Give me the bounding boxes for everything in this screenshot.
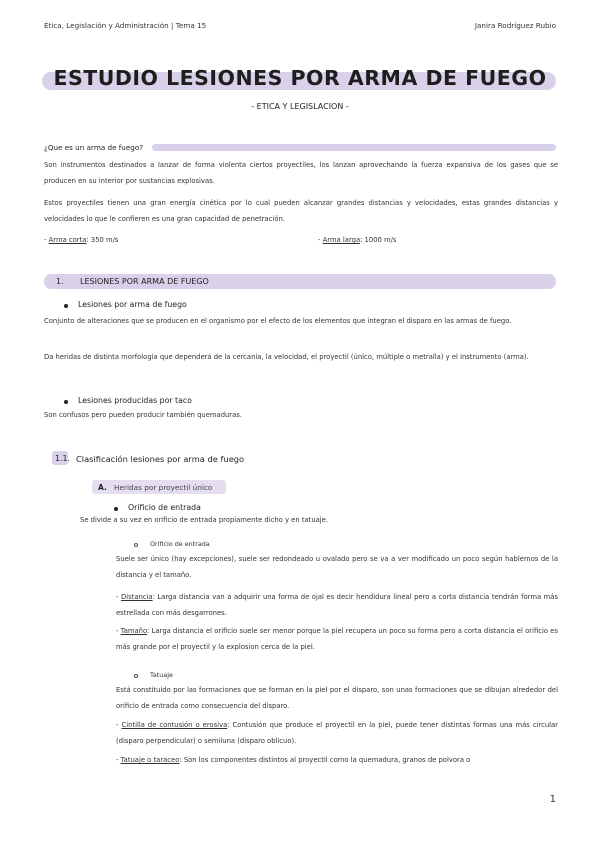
intro-paragraph-2: Estos proyectiles tienen una gran energía cinética por lo cual pueden alcanzar grandes distancias y velocidades, estas grandes distancias y velocidades lo que le confieren es una gran capacidad de penetración.: [44, 199, 558, 223]
sub-item-2-label: Tatuaje: [150, 671, 173, 679]
bullet-dot: [114, 507, 118, 511]
entry-orifice-title: Orificio de entrada: [128, 503, 201, 512]
short-arm-label: Arma corta: [48, 236, 87, 244]
bullet-1-title: Lesiones por arma de fuego: [78, 300, 187, 309]
size-paragraph: [116, 623, 558, 655]
page-title: ESTUDIO LESIONES POR ARMA DE FUEGO: [53, 66, 547, 90]
size-text: : Larga distancia el orificio suele ser menor porque la piel recupera un poco su forma pero a corta distancia el orificio es más grande por el proyectil y la explosion cerca de la piel.: [116, 627, 558, 651]
short-arm-prefix: -: [44, 236, 49, 244]
short-arm-value: : 350 m/s: [86, 236, 119, 244]
long-arm-value: : 1000 m/s: [360, 236, 397, 244]
tatuaje-prefix: -: [116, 756, 121, 764]
intro-paragraph-1: Son instrumentos destinados a lanzar de forma violenta ciertos proyectiles, los lanzan aprovechando la fuerza expansiva de los gases que se producen en su interior por sustancias explosivas.: [44, 161, 558, 185]
header-left: Ética, Legislación y Administración | Tema 15: [44, 21, 207, 30]
cintilla-prefix: -: [116, 721, 122, 729]
section-1-title: LESIONES POR ARMA DE FUEGO: [80, 277, 209, 286]
bullet-dot: [64, 400, 68, 404]
circle-bullet: [134, 543, 138, 547]
tatuaje-label: Tatuaje o taraceo: [120, 756, 180, 764]
short-arm-line: [44, 236, 118, 244]
size-prefix: -: [116, 627, 121, 635]
circle-bullet: [134, 674, 138, 678]
bullet-2-paragraph: Son confusos pero pueden producir también quemaduras.: [44, 411, 242, 419]
page-subtitle: - ETICA Y LEGISLACION -: [251, 102, 349, 111]
bullet-2-title: Lesiones producidas por taco: [78, 396, 192, 405]
sub-item-1-paragraph: Suele ser único (hay excepciones), suele ser redondeado u ovalado pero se va a ver modificado un poco según hablemos de la distancia y el tamaño.: [116, 555, 558, 579]
cintilla-label: Cintilla de contusión o erosiva: [121, 721, 228, 729]
subheading-a-label: Heridas por proyectil único: [114, 483, 213, 492]
sub-item-2-paragraph: Está constituido por las formaciones que se forman en la piel por el disparo, son unas formaciones que se dibujan alrededor del orificio de entrada como consecuencia del disparo.: [116, 686, 558, 710]
subsection-title: Clasificación lesiones por arma de fuego: [76, 454, 245, 464]
question-highlight: [152, 144, 556, 151]
section-1-number: 1.: [56, 277, 64, 286]
distance-prefix: -: [116, 593, 121, 601]
tatuaje-text: : Son los componentes distintos al proyectil como la quemadura, granos de polvora o: [179, 756, 471, 764]
bullet-dot: [64, 304, 68, 308]
page-number: 1: [549, 794, 556, 805]
distance-paragraph: [116, 589, 558, 621]
subsection-number: 1.1.: [55, 454, 70, 463]
size-label: Tamaño: [120, 627, 148, 635]
cintilla-text: : Contusión que produce el proyectil en la piel, puede tener distintas formas una más circular (disparo perpendicular) o semiluna (disparo oblicuo).: [116, 721, 558, 745]
question-heading: ¿Que es un arma de fuego?: [44, 143, 144, 152]
long-arm-prefix: -: [318, 236, 323, 244]
distance-label: Distancia: [120, 593, 153, 601]
cintilla-paragraph: [116, 717, 558, 749]
sub-item-1-label: Orificio de entrada: [150, 540, 210, 548]
long-arm-line: [318, 236, 396, 244]
long-arm-label: Arma larga: [322, 236, 361, 244]
header-right: Janira Rodríguez Rubio: [474, 21, 556, 30]
distance-text: : Larga distancia van a adquirir una forma de ojal es decir hendidura lineal pero a corta distancia tendrán forma más estrellada con más desgarrones.: [116, 593, 558, 617]
bullet-1-paragraph-2: Da heridas de distinta morfología que dependerá de la cercanía, la velocidad, el proyectil (único, múltiple o metralla) y el instrumento (arma).: [44, 353, 529, 361]
subheading-a-letter: A.: [98, 483, 107, 492]
bullet-1-paragraph-1: Conjunto de alteraciones que se producen en el organismo por el efecto de los elementos que integran el disparo en las armas de fuego.: [44, 317, 512, 325]
tatuaje-paragraph: [116, 752, 558, 768]
entry-orifice-description: Se divide a su vez en orificio de entrada propiamente dicho y en tatuaje.: [80, 516, 329, 524]
